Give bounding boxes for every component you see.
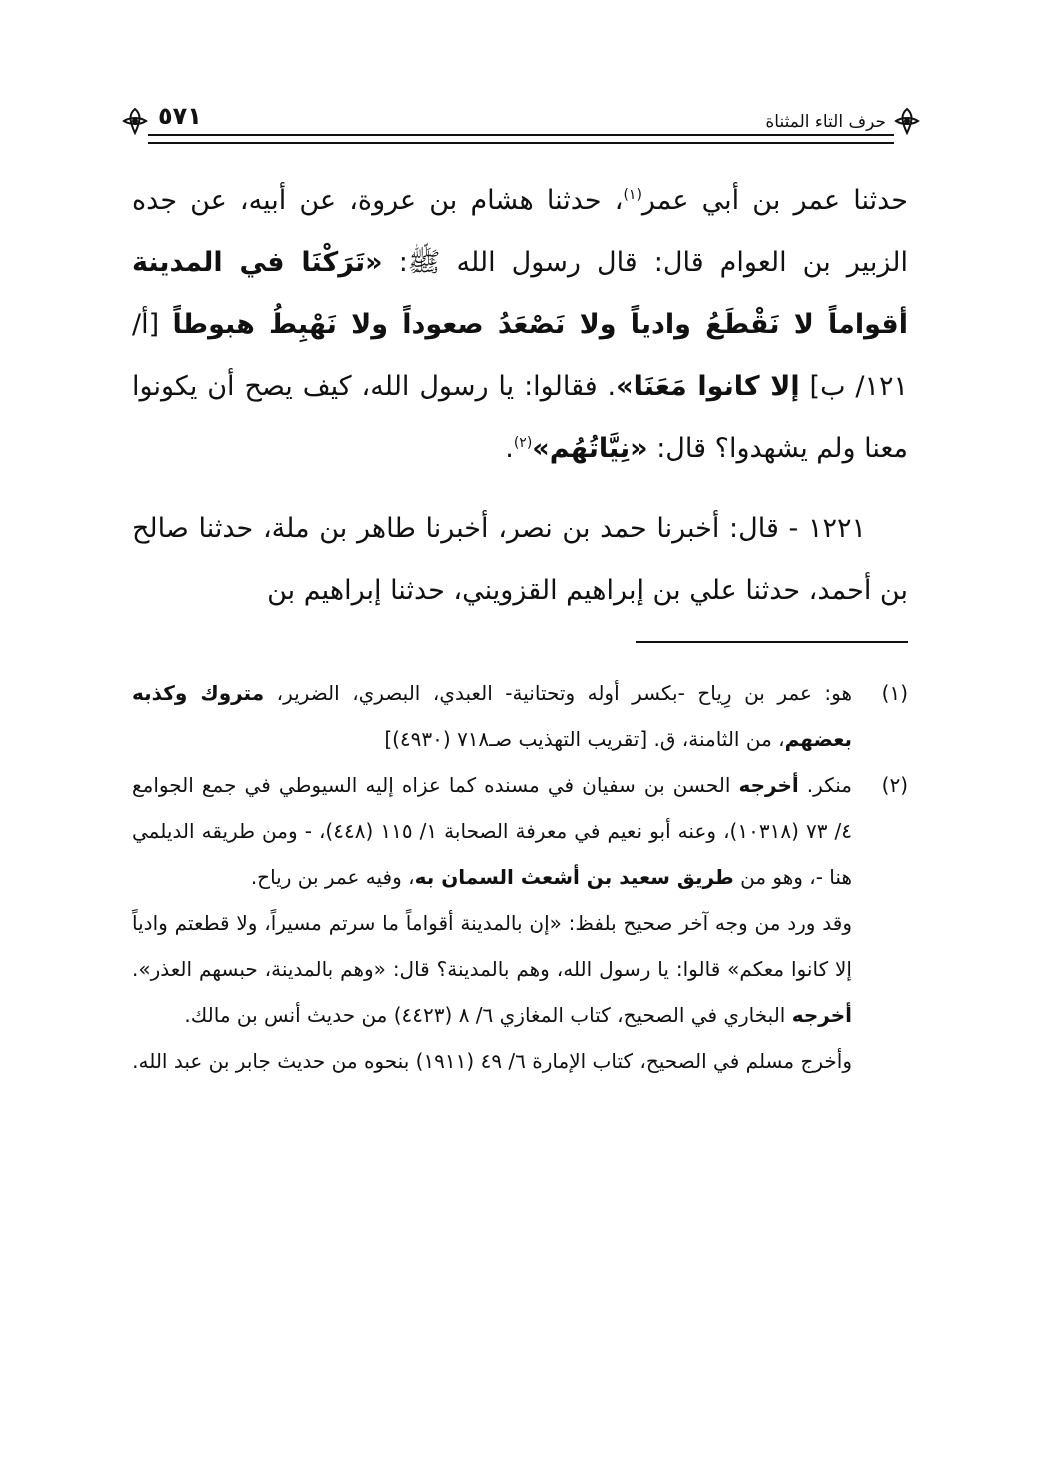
footnotes xyxy=(132,670,908,1084)
footnote-separator xyxy=(636,641,908,643)
text-segment: ، حدثنا هشام بن عروة، عن أبيه، عن جده الزبير بن العوام قال: قال رسول الله ﷺ: xyxy=(132,185,908,278)
text-segment: الحسن بن سفيان في مسنده كما عزاه إليه السيوطي في جمع الجوامع ٤/ ٧٣ (١٠٣١٨)، وعنه أبو نعيم في معرفة الصحابة ١/ ١١٥ (٤٤٨)، - ومن طريقه الديلمي هنا -، وهو من xyxy=(132,773,852,889)
footnote-number: (١) xyxy=(881,681,908,705)
spacer xyxy=(132,480,908,498)
ornament-icon xyxy=(120,106,150,136)
footnote-2 xyxy=(132,762,908,1084)
text-segment: . xyxy=(505,433,514,464)
text-segment: ، من الثامنة، ق. [تقريب التهذيب صـ٧١٨ (٤٩٣٠)] xyxy=(384,727,785,751)
footnote-text xyxy=(132,762,852,1084)
page-number: ٥٧١ xyxy=(158,102,202,130)
text-segment: وقد ورد من وجه آخر صحيح بلفظ: «إن بالمدينة أقواماً ما سرتم مسيراً، ولا قطعتم وادياً إلا كانوا معكم» قالوا: يا رسول الله، وهم بالمدينة؟ قال: «وهم بالمدينة، حبسهم العذر». xyxy=(132,911,852,981)
footnote-1 xyxy=(132,670,908,762)
running-header xyxy=(128,100,912,142)
text-segment: منكر. xyxy=(798,773,852,797)
bold-text: طريق سعيد بن أشعث السمان به xyxy=(414,865,734,889)
text-segment: البخاري في الصحيح، كتاب المغازي ٦/ ٨ (٤٤٢٣) من حديث أنس بن مالك. xyxy=(184,1003,792,1027)
main-text xyxy=(132,170,908,622)
text-segment: . فقالوا: يا رسول الله، كيف يصح أن يكونوا معنا ولم يشهدوا؟ قال: xyxy=(132,371,908,464)
hadith-text: «نِيَّاتُهُم» xyxy=(532,433,648,464)
text-segment: حدثنا عمر بن أبي عمر xyxy=(641,185,908,216)
footnote-number: (٢) xyxy=(881,773,908,797)
footnote-reference: (٢) xyxy=(513,435,533,451)
ornament-icon xyxy=(892,106,922,136)
footnote-paragraph: وأخرج مسلم في الصحيح، كتاب الإمارة ٦/ ٤٩ (١٩١١) بنحوه من حديث جابر بن عبد الله. xyxy=(132,1049,852,1073)
footnote-paragraph xyxy=(132,762,852,900)
text-segment: ، وفيه عمر بن رياح. xyxy=(250,865,415,889)
bold-text: أخرجه xyxy=(738,773,799,797)
footnote-paragraph xyxy=(132,900,852,1038)
header-rule xyxy=(148,134,894,144)
hadith-text: إلا كانوا مَعَنَا» xyxy=(616,371,800,402)
paragraph xyxy=(132,170,908,480)
bold-text: متروك وكذبه بعضهم xyxy=(132,681,852,751)
text-segment: هو: عمر بن رِياح -بكسر أوله وتحتانية- العبدي، البصري، الضرير، xyxy=(264,681,852,705)
hadith-text: «تَرَكْنَا في المدينة أقواماً لا نَقْطَعُ وادياً ولا نَصْعَدُ صعوداً ولا نَهْبِطُ هبوطاً xyxy=(132,247,908,340)
bold-text: أخرجه xyxy=(791,1003,852,1027)
manuscript-marker: [أ/ ١٢١/ ب] xyxy=(132,309,908,402)
chapter-title: حرف التاء المثناة xyxy=(765,112,886,132)
footnote-reference: (١) xyxy=(623,187,642,203)
footnote-text xyxy=(132,670,852,762)
paragraph-hadith-1221: ١٢٢١ - قال: أخبرنا حمد بن نصر، أخبرنا طاهر بن ملة، حدثنا صالح بن أحمد، حدثنا علي بن إبراهيم القزويني، حدثنا إبراهيم بن xyxy=(132,513,908,606)
